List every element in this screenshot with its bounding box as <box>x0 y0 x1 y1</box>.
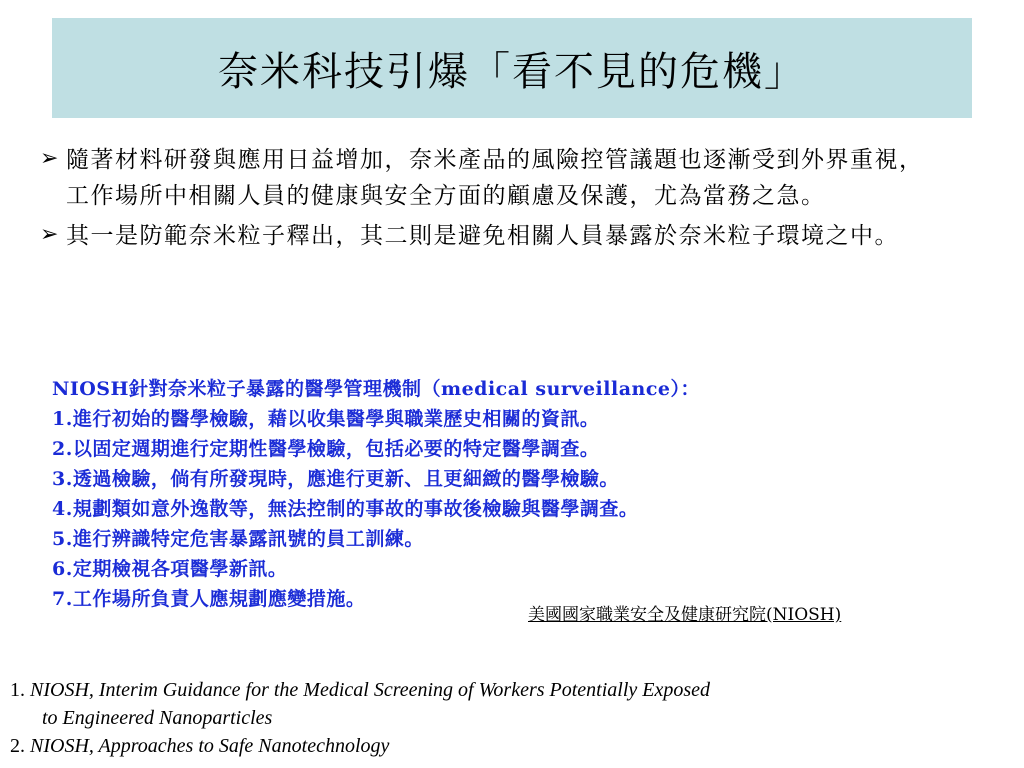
niosh-item: 6.定期檢視各項醫學新訊。 <box>52 558 288 580</box>
reference-item <box>10 732 1010 760</box>
title-banner <box>52 18 972 118</box>
niosh-item: 1.進行初始的醫學檢驗，藉以收集醫學與職業歷史相關的資訊。 <box>52 408 600 430</box>
page-title: 奈米科技引爆「看不見的危機」 <box>218 48 806 95</box>
bullet-text: 隨著材料研發與應用日益增加，奈米產品的風險控管議題也逐漸受到外界重視，工作場所中相關人員的健康與安全方面的顧慮及保護，尤為當務之急。 <box>66 147 924 209</box>
niosh-heading: NIOSH針對奈米粒子暴露的醫學管理機制（medical surveillance）： <box>52 378 700 400</box>
bullet-text: 其一是防範奈米粒子釋出，其二則是避免相關人員暴露於奈米粒子環境之中。 <box>66 223 899 249</box>
arrow-bullet-icon: ➢ <box>40 222 59 247</box>
reference-item <box>10 676 1010 704</box>
references <box>10 676 1010 760</box>
niosh-item: 3.透過檢驗，倘有所發現時，應進行更新、且更細緻的醫學檢驗。 <box>52 468 619 490</box>
niosh-item: 5.進行辨識特定危害暴露訊號的員工訓練。 <box>52 528 424 550</box>
reference-text: NIOSH, Approaches to Safe Nanotechnology <box>30 735 390 757</box>
reference-number: 1. <box>10 679 25 701</box>
reference-text: NIOSH, Interim Guidance for the Medical Screening of Workers Potentially Exposed <box>30 679 711 701</box>
reference-continuation: to Engineered Nanoparticles <box>42 707 273 729</box>
bullet-list <box>40 142 940 258</box>
niosh-item: 2.以固定週期進行定期性醫學檢驗，包括必要的特定醫學調查。 <box>52 438 600 460</box>
bullet-item <box>40 142 940 214</box>
niosh-surveillance-list <box>52 374 932 614</box>
niosh-item: 7.工作場所負責人應規劃應變措施。 <box>52 588 366 610</box>
bullet-item <box>40 218 940 254</box>
source-attribution: 美國國家職業安全及健康研究院(NIOSH) <box>528 605 842 625</box>
niosh-item: 4.規劃類如意外逸散等，無法控制的事故的事故後檢驗與醫學調查。 <box>52 498 639 520</box>
reference-number: 2. <box>10 735 25 757</box>
arrow-bullet-icon: ➢ <box>40 146 59 171</box>
